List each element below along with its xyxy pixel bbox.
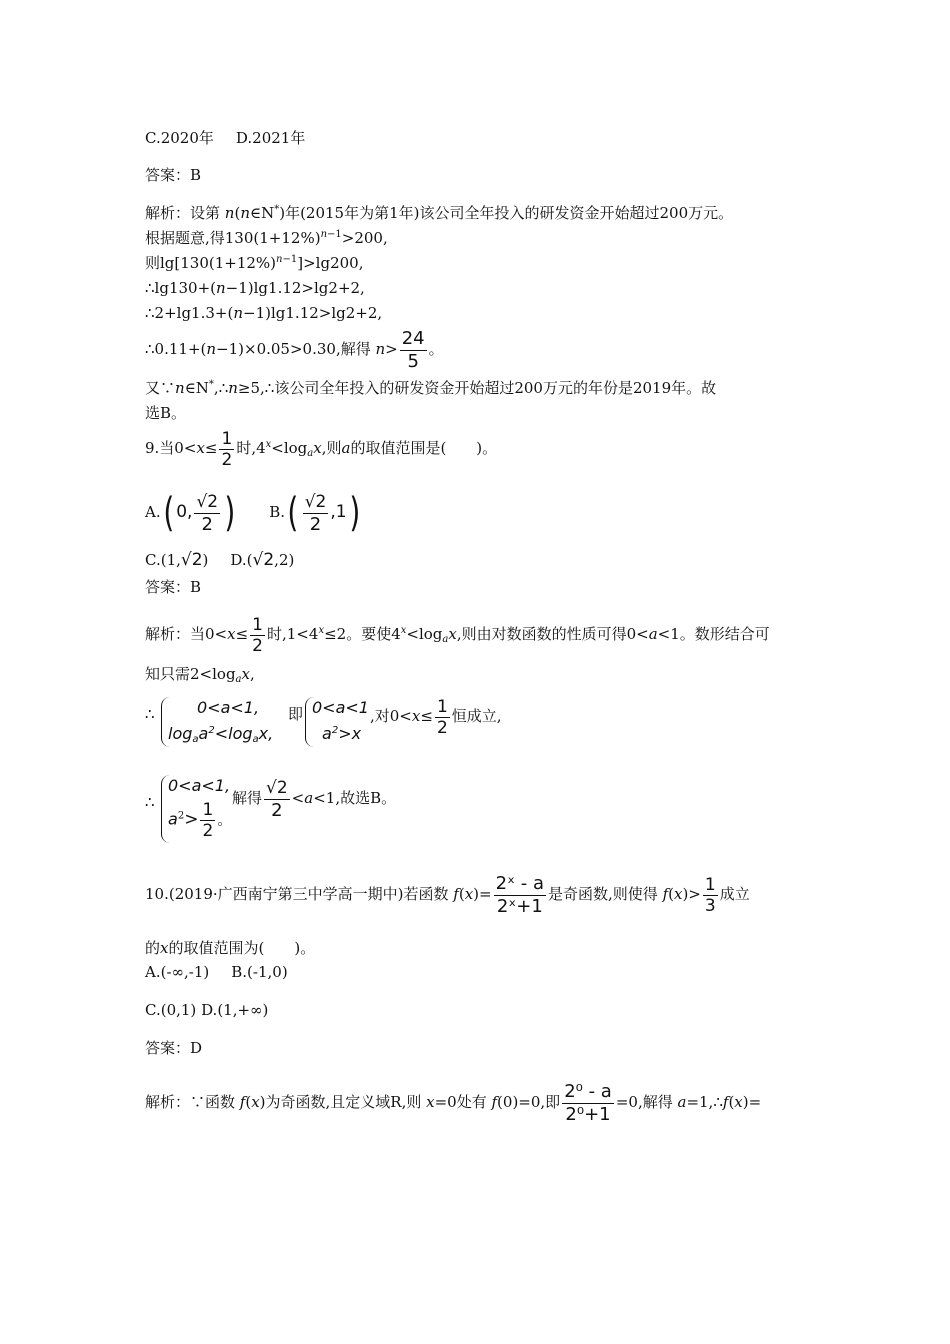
q10-options-ab: A.(-∞,-1) B.(-1,0) [145,963,288,981]
q8-solution-line-3: 则$\lg[130(1+12\%)^{n-1}]>\lg 200$, [145,254,364,272]
q9-stem: 9.当0<x≤ $\frac{1}{2}$ 时$,4^x<\log_ax$,则a的取值范围是( )。 [145,428,498,470]
q8-solution-line-4: ∴lg130+(n−1)lg1.12>lg2+2, [145,279,365,297]
fraction-24-over-5: $\frac{24}{5}$ [401,327,425,372]
q8-option-c: C.2020年 [145,129,214,147]
q9-options-cd: C.(1,√2) D.(√2,2) [145,550,295,570]
q8-solution-line-6: ∴0.11+(n−1)×0.05>0.30,解得 n> $\frac{24}{5}$ 。 [145,327,444,372]
q10-answer: 答案：D [145,1039,203,1057]
q9-solution-line-1: 解析：当0<x≤ $\frac{1}{2}$ 时$,1<4^x\le 2$。要使$4^x<\log_ax$,则由对数函数的性质可得0<a<1。数形结合可 [145,614,770,656]
q9-answer: 答案：B [145,578,202,596]
q8-solution-line-5: ∴2+lg1.3+(n−1)lg1.12>lg2+2, [145,304,383,322]
q9-option-b-label: B. [269,503,286,521]
q8-solution-line-1: 解析：设第 n(n∈N*)年(2015年为第1年)该公司全年投入的研发资金开始超过200万元。 [145,204,734,222]
system-3-row-2: $a^2>$ $\frac{1}{2}$ 。 [168,800,233,841]
q8-options-cd [145,128,305,148]
q10-stem-line-2: 的x的取值范围为( )。 [145,939,316,957]
therefore-symbol: ∴ [145,793,155,811]
fraction-1-over-2: $\frac{1}{2}$ [221,428,233,470]
q8-solution-line-2: 根据题意,得$130(1+12\%)^{n-1}>200$, [145,229,388,247]
system-2-row-2: $a^2>x$ [322,724,362,743]
system-2-suffix: ,对0<x≤ $\frac{1}{2}$ 恒成立, [370,696,502,738]
q9-option-a-label: A. [145,503,161,521]
therefore-symbol: ∴ [145,705,155,723]
q9-option-b-root: √2 [304,491,327,512]
system-2-row-1: 0<a<1 [312,698,369,717]
q8-solution-line-7: 又∵n∈N*,∴n≥5,∴该公司全年投入的研发资金开始超过200万元的年份是2019年。故 [145,379,717,397]
q10-stem-line-1: 10.(2019·广西南宁第三中学高一期中)若函数 f(x)= $\frac{\text{2ˣ - a}}{\text{2ˣ+1}}$ 是奇函数,则使得 f(x)> $\frac{1}{3}$ 成立 [145,872,750,917]
q8-option-d: D.2021年 [235,129,306,147]
ji-label: 即 [288,705,304,723]
q8-solution-line-8: 选B。 [145,404,187,422]
q8-answer: 答案：B [145,166,202,184]
q9-result: 解得 $\frac{√2}{2}$ <a<1,故选B。 [232,777,397,821]
system-1-row-1: 0<a<1, [197,698,260,717]
q9-options-ab: A.( 0, $\frac{√2}{2}$ ) B.( $\frac{√2}{2}$ ,1) [145,490,360,536]
system-3-row-1: 0<a<1, [168,776,231,795]
q9-option-a-root: √2 [196,491,219,512]
q9-solution-line-2: 知只需$2<\log_ax$, [145,665,255,685]
q10-solution-line-1: 解析：∵函数 f(x)为奇函数,且定义域R,则 x=0处有 f(0)=0,即 $\frac{\text{2⁰ - a}}{\text{2⁰+1}}$ =0,解得 a=1,∴f(x)= [145,1080,762,1125]
system-1-row-2: $\log_aa^2<\log_ax$, [168,724,274,745]
q10-options-cd: C.(0,1) D.(1,+∞) [145,1001,269,1019]
